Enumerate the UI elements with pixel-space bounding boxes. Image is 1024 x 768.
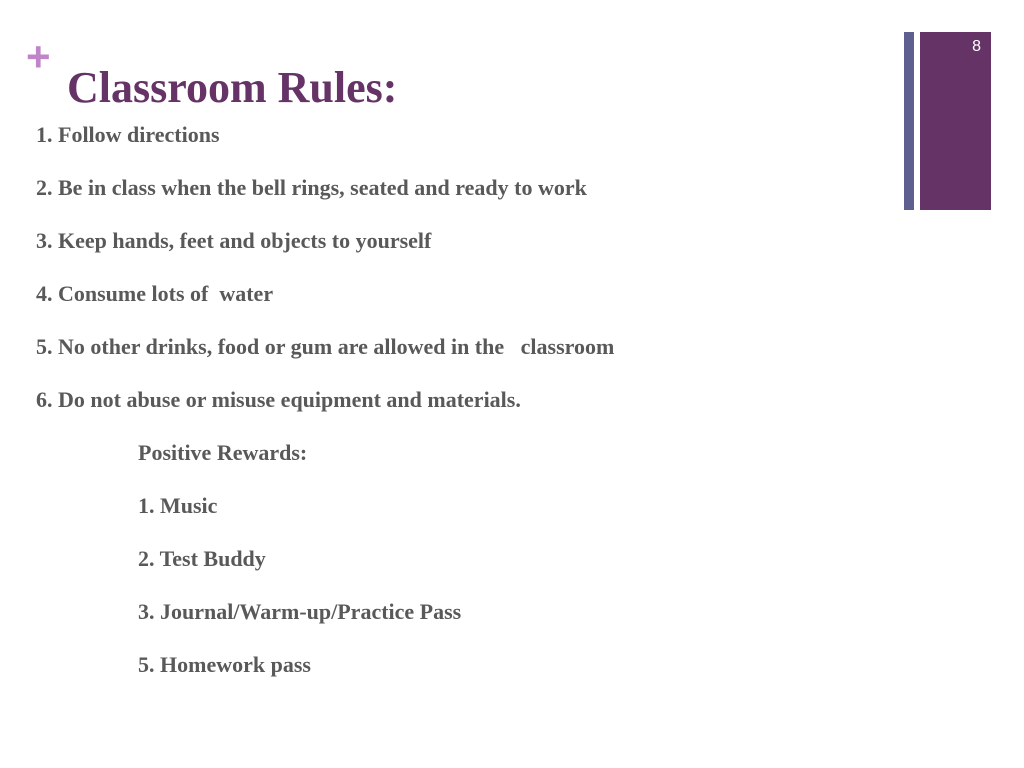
rule-item: 5. No other drinks, food or gum are allowed in the classroom	[36, 334, 615, 359]
reward-item: 5. Homework pass	[138, 652, 311, 677]
rule-item: 3. Keep hands, feet and objects to yourself	[36, 228, 432, 253]
rule-item: 1. Follow directions	[36, 122, 220, 147]
decorative-box	[920, 32, 991, 210]
reward-item: 3. Journal/Warm-up/Practice Pass	[138, 599, 462, 624]
plus-icon: +	[26, 33, 51, 80]
slide-number: 8	[972, 38, 981, 55]
rule-item: 2. Be in class when the bell rings, seated and ready to work	[36, 175, 587, 200]
decorative-thin-bar	[904, 32, 914, 210]
reward-item: 2. Test Buddy	[138, 546, 266, 571]
rewards-heading: Positive Rewards:	[138, 440, 308, 465]
slide-title: Classroom Rules:	[67, 63, 398, 112]
reward-item: 1. Music	[138, 493, 218, 518]
rule-item: 6. Do not abuse or misuse equipment and materials.	[36, 387, 521, 412]
rule-item: 4. Consume lots of water	[36, 281, 274, 306]
